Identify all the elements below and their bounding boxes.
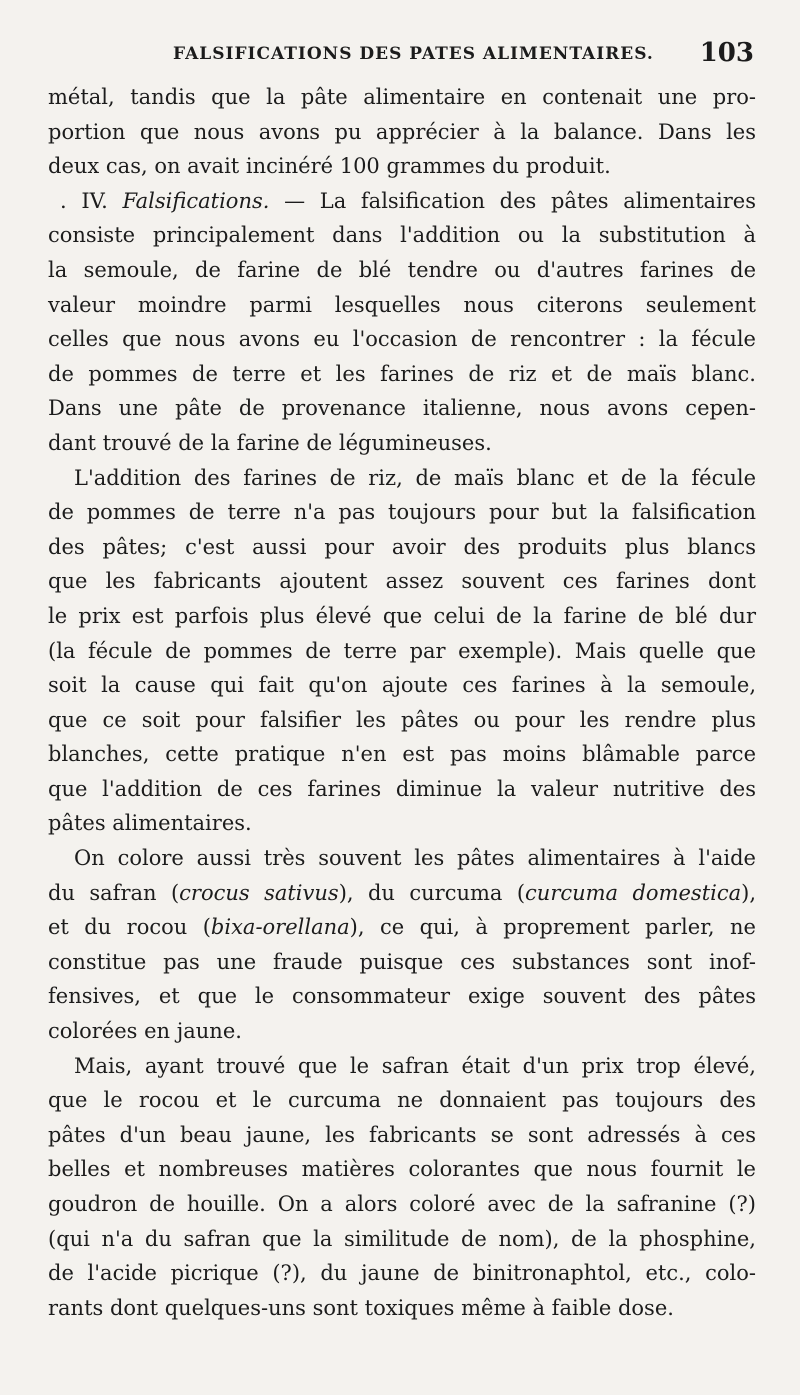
text-run: et du rocou (	[48, 915, 211, 940]
text-line: celles que nous avons eu l'occasion de rencontrer : la fécule	[48, 327, 756, 352]
text-run: du safran (	[48, 880, 180, 905]
paragraph-coloring	[48, 841, 756, 1049]
text-line: blanches, cette pratique n'en est pas moins blâmable parce	[48, 742, 756, 767]
section-heading: Falsifications.	[122, 188, 270, 213]
text-line	[48, 910, 756, 945]
paragraph-falsifications	[48, 184, 756, 461]
text-line: goudron de houille. On a alors coloré avec de la safranine (?)	[48, 1192, 756, 1216]
running-title: FALSIFICATIONS DES PATES ALIMENTAIRES.	[173, 44, 654, 64]
text-run: ), ce qui, à proprement parler, ne	[349, 915, 756, 940]
text-line: portion que nous avons pu apprécier à la balance. Dans les	[48, 119, 756, 144]
text-line: Dans une pâte de provenance italienne, nous avons cepen-	[48, 396, 756, 421]
text-line: belles et nombreuses matières colorantes que nous fournit le	[48, 1157, 756, 1182]
text-line: de l'acide picrique (?), du jaune de binitronaphtol, etc., colo-	[48, 1261, 756, 1286]
text-line: que le rocou et le curcuma ne donnaient pas toujours des	[48, 1088, 756, 1113]
text-run: — La falsification des pâtes alimentaires	[284, 188, 756, 213]
text-line: des pâtes; c'est aussi pour avoir des produits plus blancs	[48, 534, 756, 559]
latin-name: bixa-orellana	[210, 915, 350, 940]
text-line: métal, tandis que la pâte alimentaire en contenait une pro-	[48, 85, 756, 109]
text-line: que l'addition de ces farines diminue la valeur nutritive des	[48, 776, 756, 801]
text-line: la semoule, de farine de blé tendre ou d'autres farines de	[48, 257, 756, 282]
text-line: pâtes d'un beau jaune, les fabricants se sont adressés à ces	[48, 1122, 756, 1147]
text-line: fensives, et que le consommateur exige souvent des pâtes	[48, 984, 756, 1009]
text-line: constitue pas une fraude puisque ces substances sont inof-	[48, 949, 756, 974]
text-line	[48, 184, 756, 219]
text-line: colorées en jaune.	[48, 1019, 242, 1044]
text-line: le prix est parfois plus élevé que celui de la farine de blé dur	[48, 603, 756, 628]
paragraph-addition	[48, 461, 756, 842]
text-line: Mais, ayant trouvé que le safran était d'un prix trop élevé,	[74, 1053, 756, 1078]
text-line: de pommes de terre et les farines de riz et de maïs blanc.	[48, 361, 756, 386]
text-line: On colore aussi très souvent les pâtes alimentaires à l'aide	[74, 846, 756, 871]
latin-name: curcuma domestica	[525, 880, 742, 905]
text-run: ),	[741, 880, 757, 905]
section-number: . IV.	[60, 188, 108, 213]
paragraph-dyes	[48, 1049, 756, 1326]
text-line: pâtes alimentaires.	[48, 811, 252, 836]
text-line: consiste principalement dans l'addition ou la substitution à	[48, 223, 756, 248]
text-line: L'addition des farines de riz, de maïs blanc et de la fécule	[74, 465, 756, 490]
latin-name: crocus sativus	[179, 880, 339, 905]
text-line: (la fécule de pommes de terre par exemple). Mais quelle que	[48, 638, 756, 663]
text-line: rants dont quelques-uns sont toxiques même à faible dose.	[48, 1295, 674, 1320]
paragraph-continued	[48, 80, 756, 184]
text-line: dant trouvé de la farine de légumineuses.	[48, 430, 492, 455]
text-line: de pommes de terre n'a pas toujours pour but la falsification	[48, 500, 756, 525]
text-line: que les fabricants ajoutent assez souvent ces farines dont	[48, 569, 756, 594]
page-number: 103	[699, 38, 754, 68]
text-line: valeur moindre parmi lesquelles nous citerons seulement	[48, 292, 756, 317]
text-line	[48, 876, 756, 911]
text-line: soit la cause qui fait qu'on ajoute ces farines à la semoule,	[48, 673, 756, 698]
page-body	[48, 80, 756, 1325]
text-line: que ce soit pour falsifier les pâtes ou pour les rendre plus	[48, 707, 756, 732]
text-run: ), du curcuma (	[338, 880, 526, 905]
text-line: (qui n'a du safran que la similitude de nom), de la phosphine,	[48, 1226, 756, 1251]
page-header	[48, 38, 758, 74]
text-line: deux cas, on avait incinéré 100 grammes du produit.	[48, 154, 611, 179]
